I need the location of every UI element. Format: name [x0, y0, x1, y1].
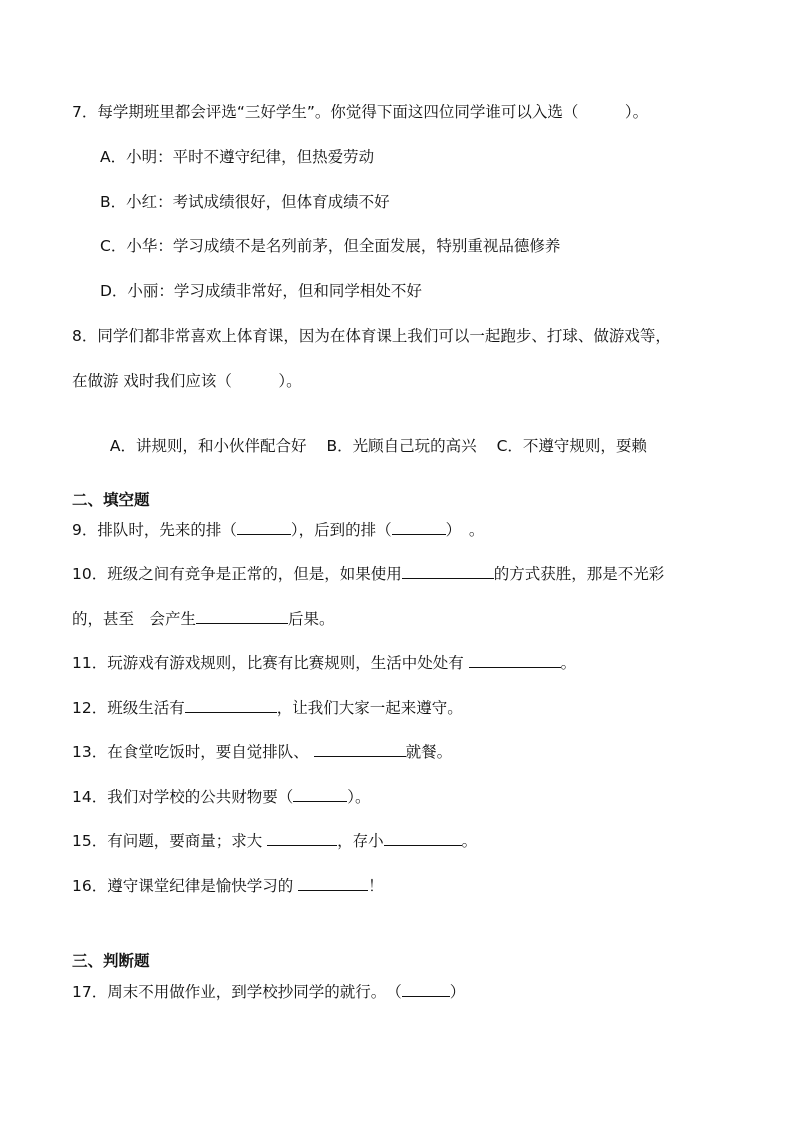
q8-stem-line2: 在做游 戏时我们应该（ ）。 — [72, 372, 302, 390]
q10-text-a: 10．班级之间有竞争是正常的，但是，如果使用 — [72, 565, 402, 583]
q12-text-a: 12．班级生活有 — [72, 699, 185, 717]
q9-text-b: ），后到的排（ — [290, 521, 392, 539]
q12 — [72, 698, 463, 718]
q9-text-a: 9．排队时，先来的排（ — [72, 521, 237, 539]
q8-option-b[interactable]: B．光顾自己玩的高兴 — [326, 437, 477, 455]
q12-text-b: ，让我们大家一起来遵守。 — [276, 699, 463, 717]
q11-blank[interactable] — [469, 653, 561, 668]
q7-option-a[interactable]: A．小明：平时不遵守纪律，但热爱劳动 — [100, 148, 375, 166]
q13 — [72, 742, 452, 762]
q13-text-a: 13．在食堂吃饭时，要自觉排队、 — [72, 743, 314, 761]
q10-text-line2b: 后果。 — [288, 610, 335, 628]
q10-line2 — [72, 609, 335, 629]
q7-option-b[interactable]: B．小红：考试成绩很好，但体育成绩不好 — [100, 193, 390, 211]
q8-option-a[interactable]: A．讲规则，和小伙伴配合好 — [109, 437, 307, 455]
q8-stem-line1: 8．同学们都非常喜欢上体育课，因为在体育课上我们可以一起跑步、打球、做游戏等， — [72, 327, 671, 345]
q11-text-b: 。 — [560, 654, 577, 672]
q15-text-b: ，存小 — [337, 832, 384, 850]
q10-line1 — [72, 564, 664, 584]
q15-text-c: 。 — [461, 832, 478, 850]
q9-blank-1[interactable] — [237, 520, 291, 535]
q15-blank-1[interactable] — [267, 831, 337, 846]
q13-blank[interactable] — [314, 742, 406, 757]
q7-option-c[interactable]: C．小华：学习成绩不是名列前茅，但全面发展，特别重视品德修养 — [100, 237, 561, 255]
q15 — [72, 831, 477, 851]
q15-blank-2[interactable] — [384, 831, 462, 846]
q13-text-b: 就餐。 — [405, 743, 453, 761]
q11 — [72, 653, 576, 673]
q14 — [72, 787, 371, 807]
q16-text-b: ！ — [368, 877, 384, 895]
q16-blank[interactable] — [298, 876, 368, 891]
q16-text-a: 16．遵守课堂纪律是愉快学习的 — [72, 877, 299, 895]
q14-text-a: 14．我们对学校的公共财物要（ — [72, 788, 294, 806]
q8-options — [100, 416, 647, 456]
q9 — [72, 520, 484, 540]
q16 — [72, 876, 384, 896]
section2-title: 二、填空题 — [72, 491, 150, 509]
q10-text-b: 的方式获胜，那是不光彩 — [493, 565, 665, 583]
q9-text-c: ） 。 — [445, 521, 485, 539]
q10-blank-1[interactable] — [402, 564, 494, 579]
q11-text-a: 11．玩游戏有游戏规则，比赛有比赛规则，生活中处处有 — [72, 654, 469, 672]
q14-blank[interactable] — [293, 787, 347, 802]
q10-blank-2[interactable] — [196, 609, 288, 624]
section3-title: 三、判断题 — [72, 952, 150, 970]
q15-text-a: 15．有问题，要商量；求大 — [72, 832, 268, 850]
q9-blank-2[interactable] — [392, 520, 446, 535]
q17 — [72, 982, 465, 1002]
q17-blank[interactable] — [402, 982, 450, 997]
q10-text-line2a: 的，甚至 会产生 — [72, 610, 197, 628]
q8-option-c[interactable]: C．不遵守规则，耍赖 — [496, 437, 647, 455]
q17-text-a: 17．周末不用做作业，到学校抄同学的就行。 （ — [72, 983, 402, 1001]
q7-option-d[interactable]: D．小丽：学习成绩非常好，但和同学相处不好 — [100, 282, 422, 300]
q7-stem: 7．每学期班里都会评选“三好学生”。你觉得下面这四位同学谁可以入选（ ）。 — [72, 103, 649, 121]
q14-text-b: ）。 — [347, 788, 371, 806]
q17-text-b: ） — [449, 983, 466, 1001]
q12-blank[interactable] — [185, 698, 277, 713]
